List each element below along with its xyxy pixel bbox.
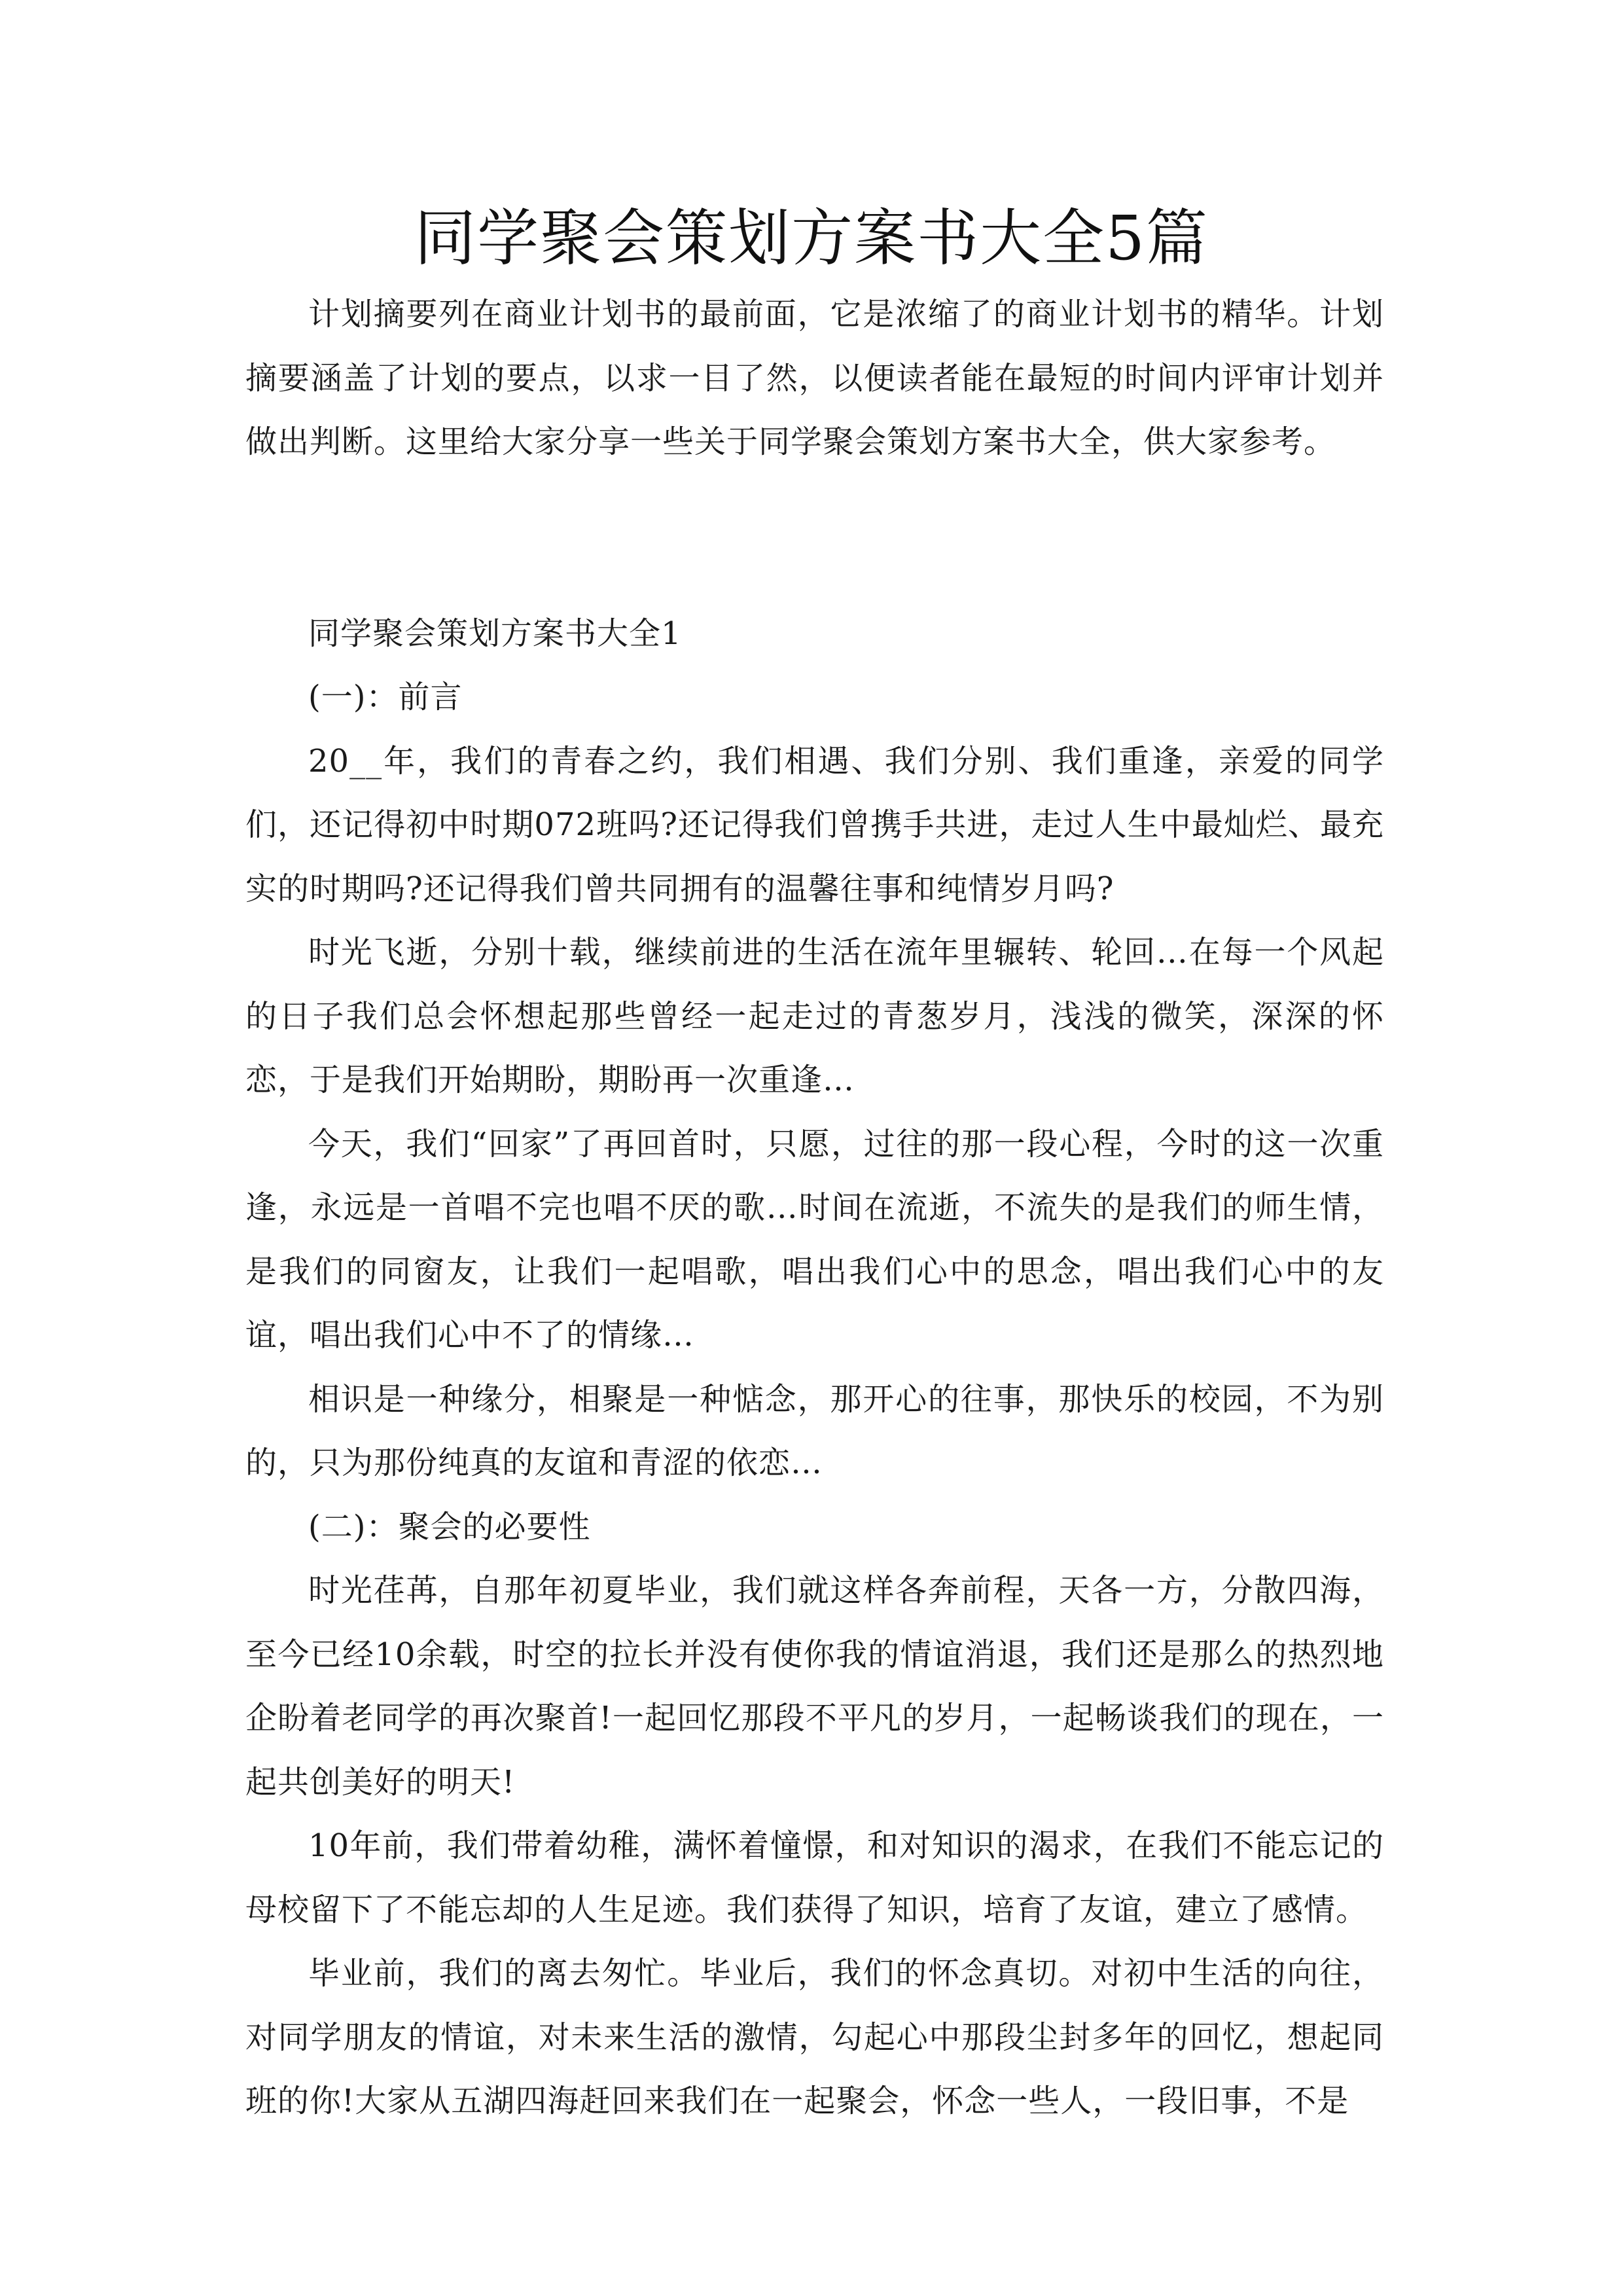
body-paragraph: 相识是一种缘分，相聚是一种惦念，那开心的往事，那快乐的校园，不为别的，只为那份纯真的友谊和青涩的依恋…	[245, 1380, 1384, 1481]
body-paragraph: 20__年，我们的青春之约，我们相遇、我们分别、我们重逢，亲爱的同学们，还记得初中时期072班吗?还记得我们曾携手共进，走过人生中最灿烂、最充实的时期吗?还记得我们曾共同拥有的温馨往事和纯情岁月吗?	[245, 742, 1384, 907]
body-paragraph: 今天，我们“回家”了再回首时，只愿，过往的那一段心程，今时的这一次重逢，永远是一首唱不完也唱不厌的歌…时间在流逝，不流失的是我们的师生情，是我们的同窗友，让我们一起唱歌，唱出我们心中的思念，唱出我们心中的友谊，唱出我们心中不了的情缘…	[245, 1125, 1384, 1354]
body-paragraph: 时光荏苒，自那年初夏毕业，我们就这样各奔前程，天各一方，分散四海，至今已经10余载，时空的拉长并没有使你我的情谊消退，我们还是那么的热烈地企盼着老同学的再次聚首!一起回忆那段不平凡的岁月，一起畅谈我们的现在，一起共创美好的明天!	[245, 1572, 1384, 1801]
body-paragraph: 时光飞逝，分别十载，继续前进的生活在流年里辗转、轮回…在每一个风起的日子我们总会怀想起那些曾经一起走过的青葱岁月，浅浅的微笑，深深的怀恋，于是我们开始期盼，期盼再一次重逢…	[245, 934, 1384, 1098]
section-spacer	[245, 475, 1384, 602]
section-title: 同学聚会策划方案书大全1	[308, 615, 682, 652]
intro-paragraph: 计划摘要列在商业计划书的最前面，它是浓缩了的商业计划书的精华。计划摘要涵盖了计划的要点，以求一目了然，以便读者能在最短的时间内评审计划并做出判断。这里给大家分享一些关于同学聚会策划方案书大全，供大家参考。	[245, 296, 1384, 460]
part-heading-necessity: (二)：聚会的必要性	[308, 1508, 591, 1545]
body-paragraph: 10年前，我们带着幼稚，满怀着憧憬，和对知识的渴求，在我们不能忘记的母校留下了不能忘却的人生足迹。我们获得了知识，培育了友谊，建立了感情。	[245, 1827, 1384, 1928]
part-heading-preface: (一)：前言	[308, 679, 463, 715]
body-paragraph: 毕业前，我们的离去匆忙。毕业后，我们的怀念真切。对初中生活的向往，对同学朋友的情谊，对未来生活的激情，勾起心中那段尘封多年的回忆，想起同班的你!大家从五湖四海赶回来我们在一起聚会，怀念一些人，一段旧事，不是	[245, 1955, 1384, 2119]
document-title: 同学聚会策划方案书大全5篇	[414, 203, 1209, 274]
document-body	[245, 283, 1384, 2134]
